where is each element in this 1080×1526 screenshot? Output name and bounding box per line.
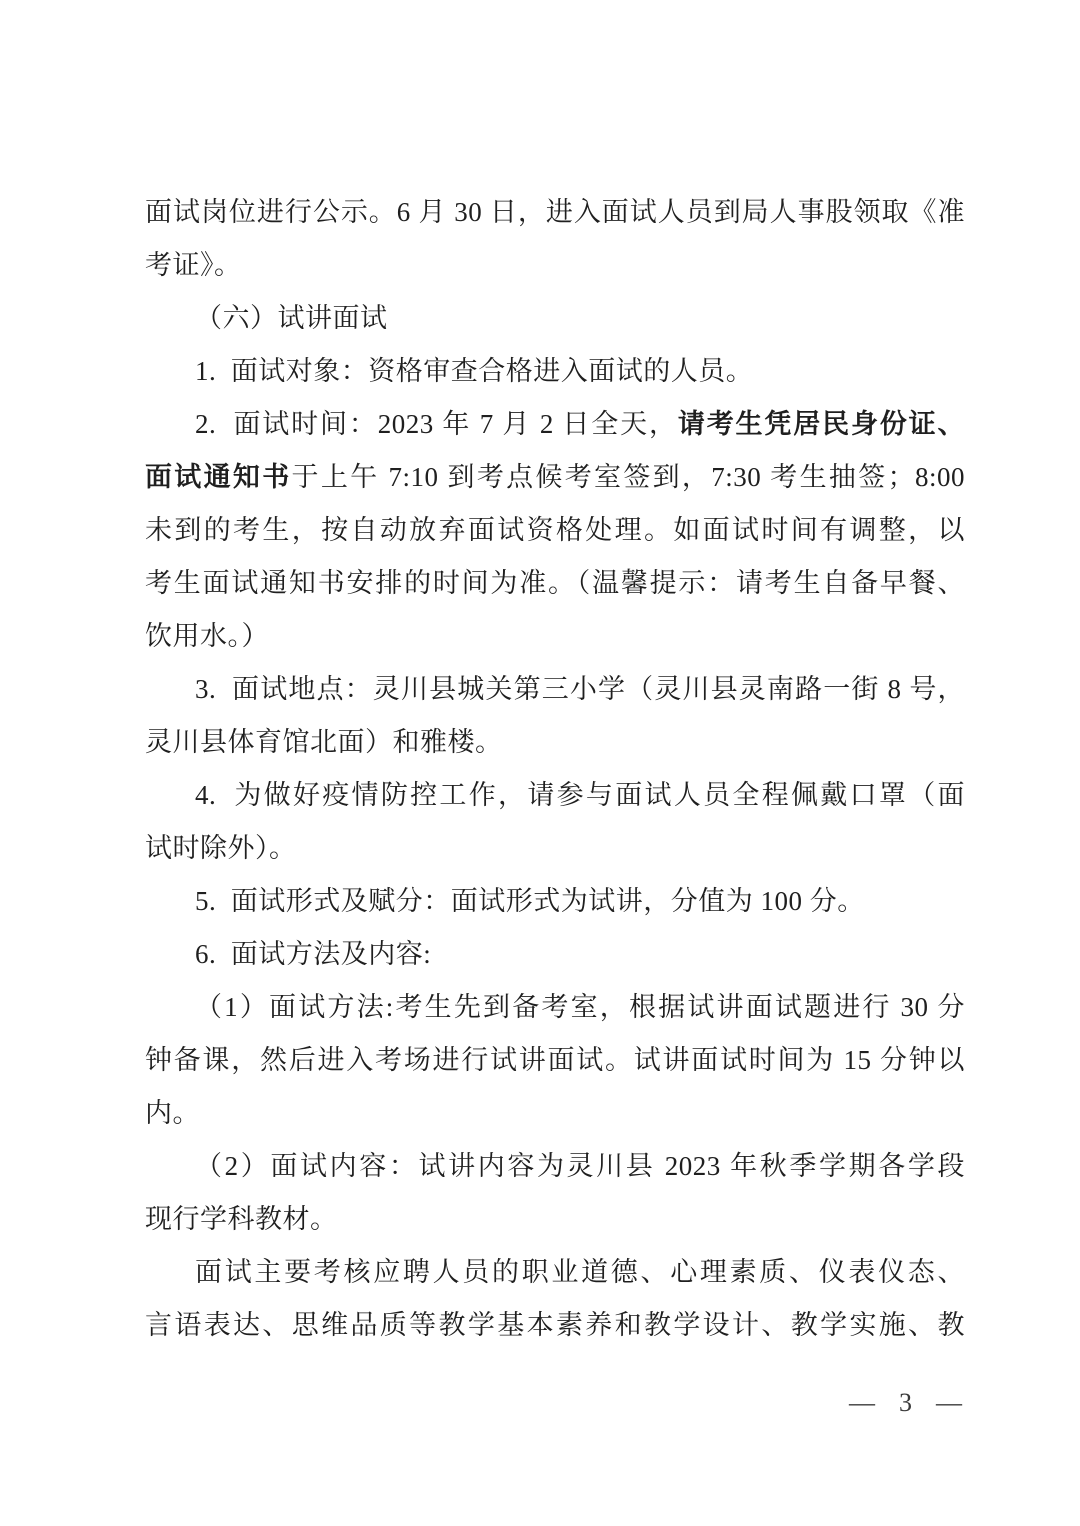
footer-dash-right: — bbox=[936, 1388, 962, 1417]
section-heading: （六）试讲面试 bbox=[195, 303, 388, 333]
text-line: 1. 面试对象：资格审查合格进入面试的人员。 bbox=[195, 356, 754, 386]
text-line: 5. 面试形式及赋分：面试形式为试讲，分值为 100 分。 bbox=[195, 886, 865, 916]
text-segment: 2. 面试时间：2023 年 7 月 2 日全天， bbox=[195, 409, 678, 439]
text-line bbox=[145, 451, 965, 504]
text-segment: 于上午 7:10 到考点候考室签到，7:30 考生抽签；8:00 bbox=[291, 462, 965, 492]
text-line: 3. 面试地点：灵川县城关第三小学（灵川县灵南路一街 8 号， bbox=[195, 674, 965, 704]
text-line: 内。 bbox=[145, 1098, 200, 1128]
text-line: 试时除外）。 bbox=[145, 833, 297, 863]
footer-dash-left: — bbox=[849, 1388, 875, 1417]
text-line: 灵川县体育馆北面）和雅楼。 bbox=[145, 727, 503, 757]
text-line bbox=[145, 398, 965, 451]
text-line: （2）面试内容：试讲内容为灵川县 2023 年秋季学期各学段 bbox=[195, 1151, 965, 1181]
text-line: （1）面试方法:考生先到备考室，根据试讲面试题进行 30 分 bbox=[195, 992, 965, 1022]
text-line: 现行学科教材。 bbox=[145, 1204, 338, 1234]
text-line: 考证》。 bbox=[145, 250, 242, 280]
text-line: 6. 面试方法及内容: bbox=[195, 939, 432, 969]
text-line: 饮用水。） bbox=[145, 621, 269, 651]
bold-text-segment: 请考生凭居民身份证、 bbox=[677, 409, 966, 439]
text-line: 4. 为做好疫情防控工作，请参与面试人员全程佩戴口罩（面 bbox=[195, 780, 965, 810]
text-line: 言语表达、思维品质等教学基本素养和教学设计、教学实施、教 bbox=[145, 1310, 965, 1340]
text-line: 面试岗位进行公示。6 月 30 日，进入面试人员到局人事股领取《准 bbox=[145, 197, 965, 227]
text-line: 未到的考生，按自动放弃面试资格处理。如面试时间有调整，以 bbox=[145, 515, 965, 545]
text-line: 钟备课，然后进入考场进行试讲面试。试讲面试时间为 15 分钟以 bbox=[145, 1045, 965, 1075]
text-line: 考生面试通知书安排的时间为准。（温馨提示：请考生自备早餐、 bbox=[145, 568, 965, 598]
page-footer bbox=[0, 1388, 1080, 1418]
text-line: 面试主要考核应聘人员的职业道德、心理素质、仪表仪态、 bbox=[195, 1257, 965, 1287]
page-number: 3 bbox=[899, 1388, 912, 1417]
bold-text-segment: 面试通知书 bbox=[145, 462, 292, 492]
